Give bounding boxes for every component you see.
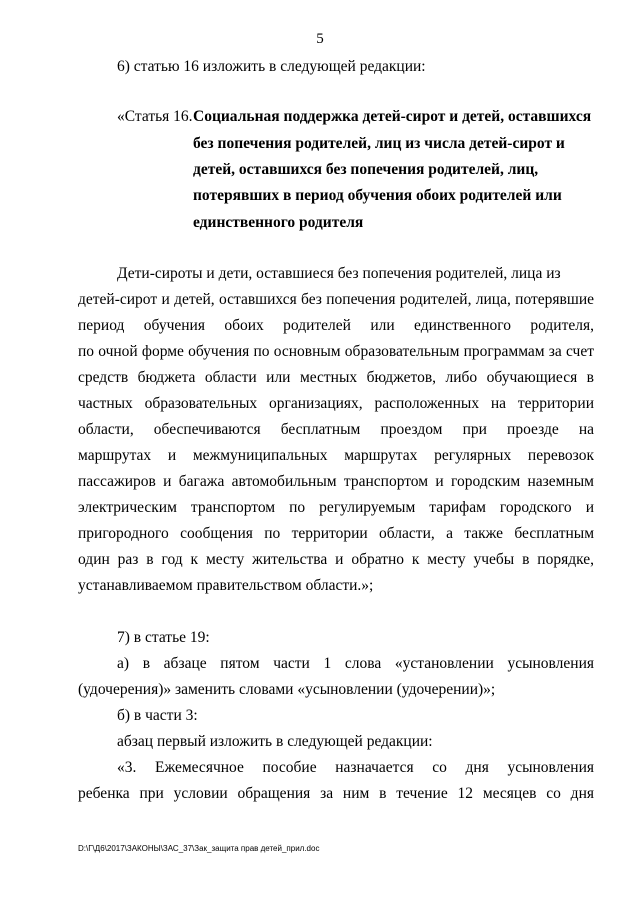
text-line-body-13: устанавливаемом правительством области.»; [78,577,374,594]
text-line-body-8: маршрутах и межмуниципальных маршрутах регулярных перевозок [78,447,594,464]
text-line-body-9: пассажиров и багажа автомобильным транспортом и городским наземным [78,473,594,490]
text-line-item-7b-intro: абзац первый изложить в следующей редакции: [117,733,433,750]
text-line-article-title-4: потерявших в период обучения обоих родителей или [193,187,562,204]
text-line-article-title-prefix: «Статья 16. [117,108,193,125]
text-line-body-6: частных образовательных организациях, расположенных на территории [78,395,594,412]
text-line-body-1: Дети-сироты и дети, оставшиеся без попечения родителей, лица из [117,265,561,282]
text-line-body-4: по очной форме обучения по основным образовательным программам за счет [78,343,594,360]
text-line-item-6: 6) статью 16 изложить в следующей редакции: [117,58,426,75]
text-line-item-7: 7) в статье 19: [117,629,210,646]
text-line-body-7: области, обеспечиваются бесплатным проездом при проезде на [78,421,594,438]
text-line-article-title-5: единственного родителя [193,214,364,231]
text-line-article-title-1: Социальная поддержка детей-сирот и детей, оставшихся [193,108,592,125]
text-line-body-10: электрическим транспортом по регулируемым тарифам городского и [78,499,594,516]
text-line-body-2: детей-сирот и детей, оставшихся без попечения родителей, лица, потерявшие [78,291,594,308]
text-line-body-3: период обучения обоих родителей или единственного родителя, [78,317,594,334]
text-line-quote-1: «3. Ежемесячное пособие назначается со дня усыновления [117,759,594,776]
text-line-body-5: средств бюджета области или местных бюджетов, либо обучающиеся в [78,369,594,386]
footer-file-path: D:\Г\Д6\2017\ЗАКОНЫ\ЗАС_37\Зак_защита прав детей_прил.doc [78,844,320,853]
text-line-body-11: пригородного сообщения по территории области, а также бесплатным [78,525,594,542]
text-line-body-12: один раз в год к месту жительства и обратно к месту учебы в порядке, [78,551,594,568]
page-number: 5 [316,31,324,47]
text-line-article-title-2: без попечения родителей, лиц из числа детей-сирот и [193,135,565,152]
text-line-article-title-3: детей, оставшихся без попечения родителей, лиц, [193,161,539,178]
text-line-item-7b: б) в части 3: [117,707,198,724]
text-line-item-7a-2: (удочерения)» заменить словами «усыновлении (удочерении)»; [78,681,496,698]
text-line-item-7a-1: а) в абзаце пятом части 1 слова «установлении усыновления [117,655,594,672]
text-line-quote-2: ребенка при условии обращения за ним в течение 12 месяцев со дня [78,785,594,802]
